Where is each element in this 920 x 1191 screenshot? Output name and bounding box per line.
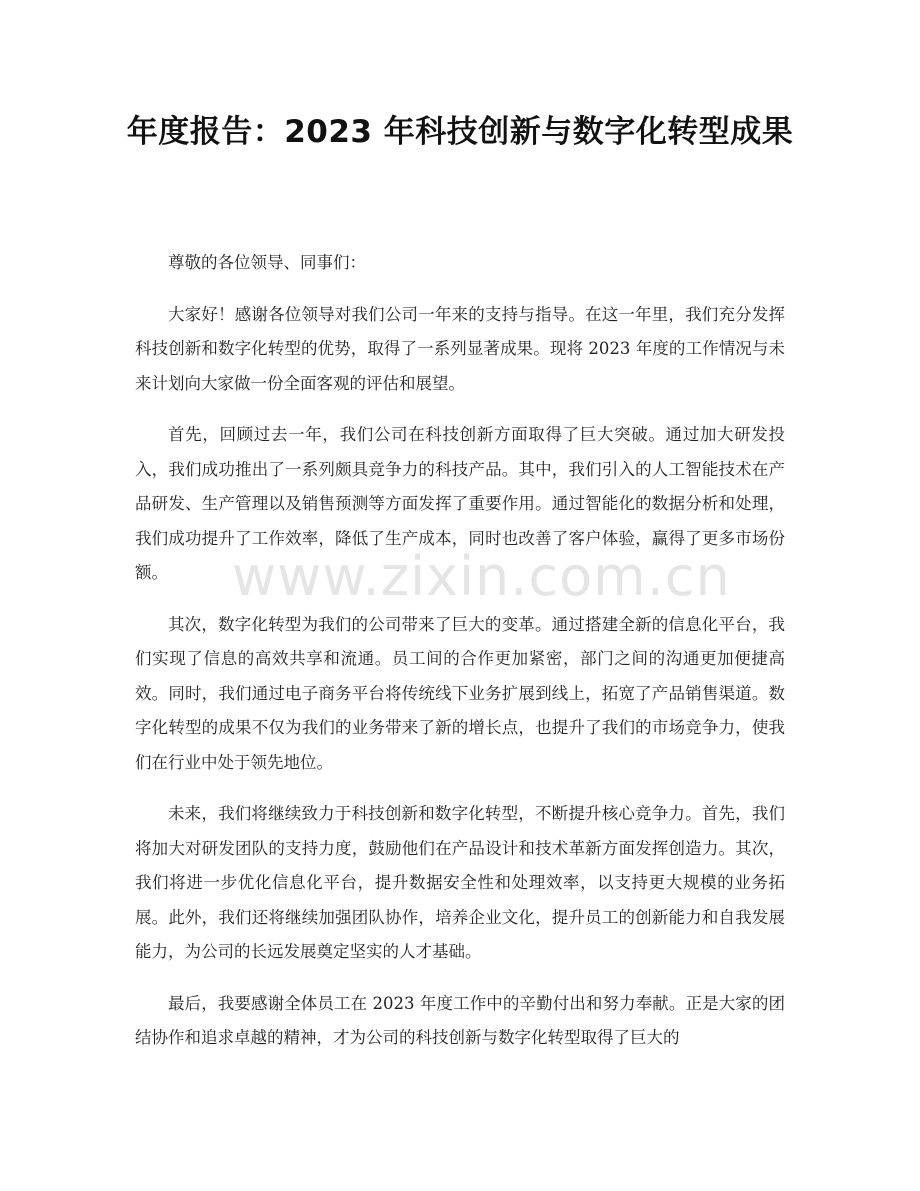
paragraph-innovation: 首先，回顾过去一年，我们公司在科技创新方面取得了巨大突破。通过加大研发投入，我们成功推出了一系列颇具竞争力的科技产品。其中，我们引入的人工智能技术在产品研发、生产管理以及销售预测等方面发挥了重要作用。通过智能化的数据分析和处理，我们成功提升了工作效率，降低了生产成本，同时也改善了客户体验，赢得了更多市场份额。 xyxy=(135,425,785,582)
document-title: 年度报告：2023 年科技创新与数字化转型成果 xyxy=(126,114,794,150)
paragraph-closing: 最后，我要感谢全体员工在 2023 年度工作中的辛勤付出和努力奉献。正是大家的团结协作和追求卓越的精神，才为公司的科技创新与数字化转型取得了巨大的 xyxy=(135,993,785,1047)
salutation: 尊敬的各位领导、同事们： xyxy=(168,253,366,272)
paragraph-future-plan: 未来，我们将继续致力于科技创新和数字化转型，不断提升核心竞争力。首先，我们将加大对研发团队的支持力度，鼓励他们在产品设计和技术革新方面发挥创造力。其次，我们将进一步优化信息化平台，提升数据安全性和处理效率，以支持更大规模的业务拓展。此外，我们还将继续加强团队协作，培养企业文化，提升员工的创新能力和自我发展能力，为公司的长远发展奠定坚实的人才基础。 xyxy=(135,804,785,961)
paragraph-intro: 大家好！感谢各位领导对我们公司一年来的支持与指导。在这一年里，我们充分发挥科技创新和数字化转型的优势，取得了一系列显著成果。现将 2023 年度的工作情况与未来计划向大家做一份全面客观的评估和展望。 xyxy=(135,304,785,393)
paragraph-digital-transformation: 其次，数字化转型为我们的公司带来了巨大的变革。通过搭建全新的信息化平台，我们实现了信息的高效共享和流通。员工间的合作更加紧密，部门之间的沟通更加便捷高效。同时，我们通过电子商务平台将传统线下业务扩展到线上，拓宽了产品销售渠道。数字化转型的成果不仅为我们的业务带来了新的增长点，也提升了我们的市场竞争力，使我们在行业中处于领先地位。 xyxy=(135,614,785,772)
document-body xyxy=(135,246,785,1073)
watermark: www.zixin.com.cn xyxy=(232,545,731,608)
